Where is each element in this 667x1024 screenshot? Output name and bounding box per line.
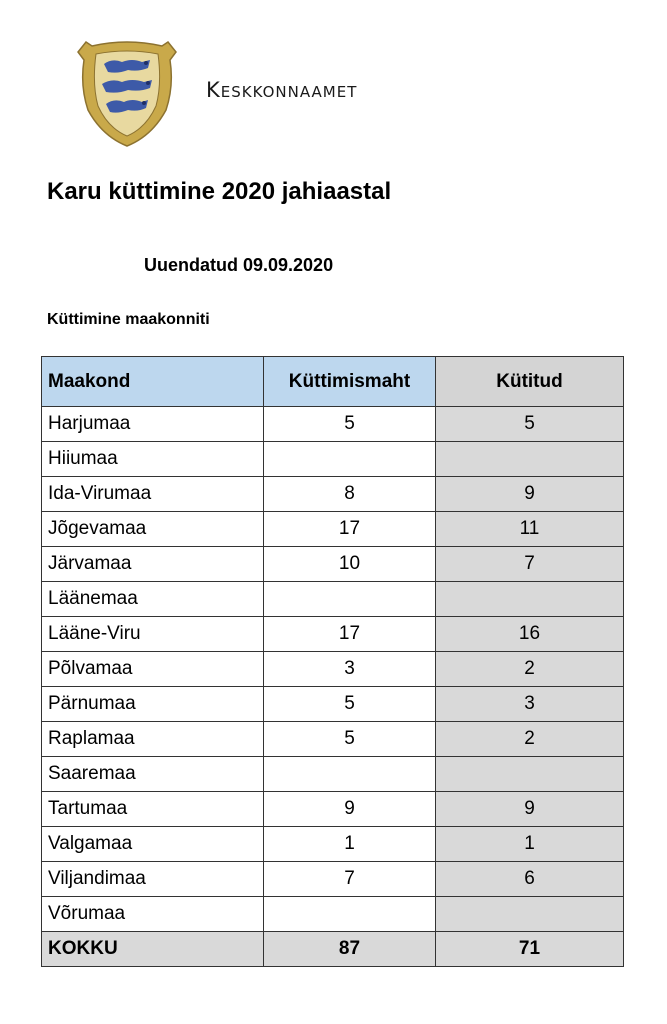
cell-maht: 17	[264, 512, 436, 547]
cell-kytitud: 5	[436, 407, 624, 442]
cell-kytitud	[436, 442, 624, 477]
cell-maakond: Ida-Virumaa	[42, 477, 264, 512]
table-row	[42, 407, 624, 442]
cell-maakond: Hiiumaa	[42, 442, 264, 477]
cell-maht	[264, 442, 436, 477]
cell-maakond: Tartumaa	[42, 792, 264, 827]
cell-maht: 1	[264, 827, 436, 862]
cell-maht: 10	[264, 547, 436, 582]
cell-kytitud	[436, 897, 624, 932]
table-row	[42, 652, 624, 687]
cell-kytitud: 16	[436, 617, 624, 652]
updated-date: Uuendatud 09.09.2020	[144, 255, 334, 275]
column-header-maakond: Maakond	[42, 357, 264, 407]
table-row	[42, 827, 624, 862]
section-subtitle: Küttimine maakonniti	[47, 311, 210, 328]
table-row	[42, 792, 624, 827]
cell-maakond: Võrumaa	[42, 897, 264, 932]
table-row	[42, 757, 624, 792]
page-title: Karu küttimine 2020 jahiaastal	[47, 178, 392, 205]
cell-kytitud: 2	[436, 652, 624, 687]
hunting-table	[41, 356, 624, 967]
cell-maakond: Lääne-Viru	[42, 617, 264, 652]
cell-maakond: Viljandimaa	[42, 862, 264, 897]
coat-of-arms-icon	[72, 38, 182, 148]
cell-total-maht: 87	[264, 932, 436, 967]
cell-kytitud: 6	[436, 862, 624, 897]
table-row	[42, 617, 624, 652]
cell-maakond: Valgamaa	[42, 827, 264, 862]
cell-maht: 8	[264, 477, 436, 512]
cell-maakond: Harjumaa	[42, 407, 264, 442]
table-row	[42, 442, 624, 477]
table-row	[42, 547, 624, 582]
cell-kytitud: 2	[436, 722, 624, 757]
cell-maakond: Jõgevamaa	[42, 512, 264, 547]
cell-maht: 7	[264, 862, 436, 897]
cell-total-kytitud: 71	[436, 932, 624, 967]
cell-maht: 5	[264, 722, 436, 757]
cell-kytitud: 11	[436, 512, 624, 547]
cell-total-label: KOKKU	[42, 932, 264, 967]
cell-kytitud	[436, 757, 624, 792]
cell-maht	[264, 582, 436, 617]
table-row	[42, 687, 624, 722]
cell-kytitud: 3	[436, 687, 624, 722]
cell-maakond: Järvamaa	[42, 547, 264, 582]
cell-maht: 9	[264, 792, 436, 827]
agency-name: Keskkonnaamet	[206, 78, 358, 102]
column-header-kytitud: Kütitud	[436, 357, 624, 407]
cell-kytitud	[436, 582, 624, 617]
table-row	[42, 477, 624, 512]
cell-maht: 3	[264, 652, 436, 687]
table-header-row	[42, 357, 624, 407]
table-row	[42, 862, 624, 897]
cell-maht: 5	[264, 687, 436, 722]
column-header-kyttimismaht: Küttimismaht	[264, 357, 436, 407]
cell-maht	[264, 757, 436, 792]
cell-maht	[264, 897, 436, 932]
header	[72, 38, 432, 148]
cell-maakond: Pärnumaa	[42, 687, 264, 722]
cell-maht: 5	[264, 407, 436, 442]
cell-kytitud: 9	[436, 477, 624, 512]
table-row	[42, 582, 624, 617]
table-total-row	[42, 932, 624, 967]
cell-kytitud: 9	[436, 792, 624, 827]
cell-maakond: Saaremaa	[42, 757, 264, 792]
table-row	[42, 512, 624, 547]
cell-maakond: Raplamaa	[42, 722, 264, 757]
table-row	[42, 897, 624, 932]
cell-maht: 17	[264, 617, 436, 652]
cell-maakond: Läänemaa	[42, 582, 264, 617]
table-row	[42, 722, 624, 757]
cell-kytitud: 1	[436, 827, 624, 862]
cell-kytitud: 7	[436, 547, 624, 582]
cell-maakond: Põlvamaa	[42, 652, 264, 687]
